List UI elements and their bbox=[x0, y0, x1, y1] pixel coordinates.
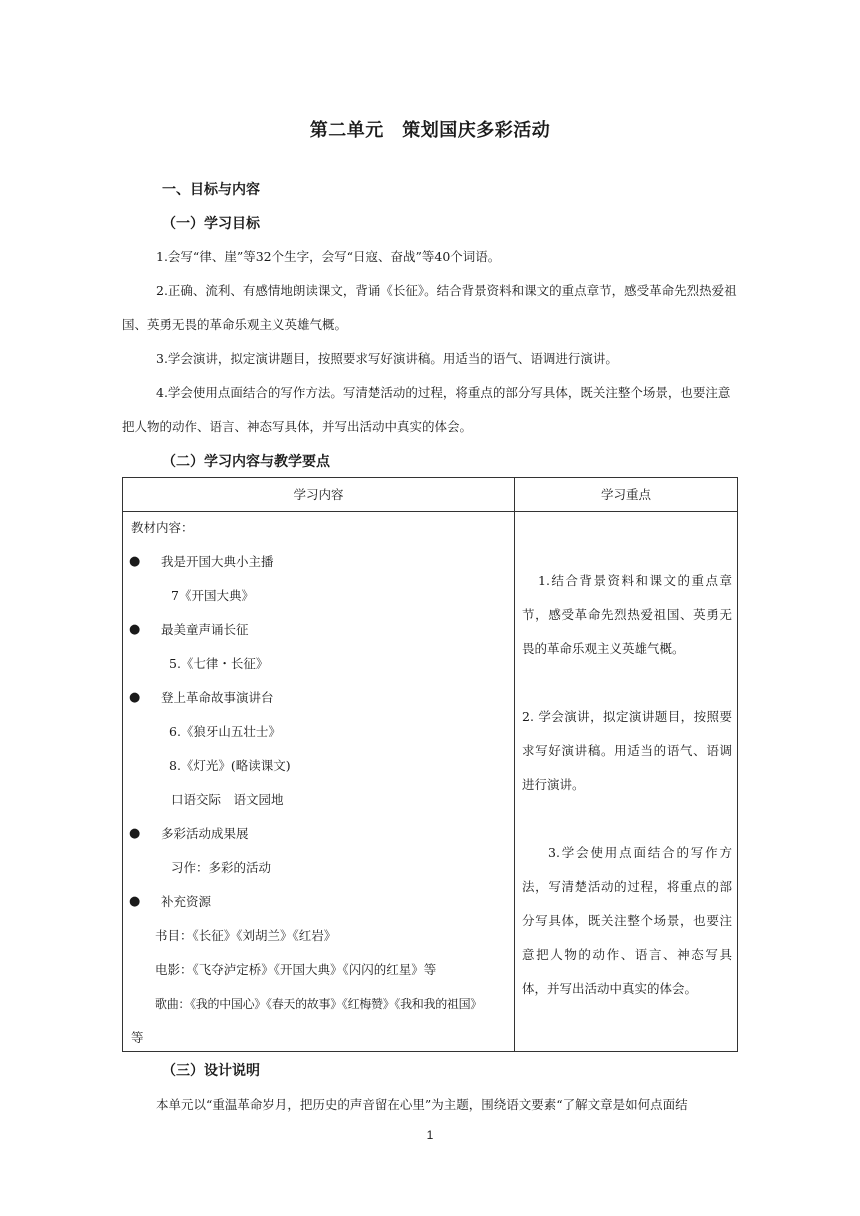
subsection-heading: （二）学习内容与教学要点 bbox=[162, 454, 330, 470]
list-item: 补充资源 bbox=[161, 894, 212, 909]
subsection-heading: （一）学习目标 bbox=[162, 216, 260, 232]
list-subitem: 习作：多彩的活动 bbox=[171, 860, 272, 875]
resource-films: 电影：《飞夺泸定桥》《开国大典》《闪闪的红星》等 bbox=[155, 962, 437, 977]
bullet-icon: ● bbox=[129, 622, 141, 637]
list-subitem: 8.《灯光》(略读课文) bbox=[169, 758, 291, 773]
table-divider bbox=[123, 511, 737, 512]
list-item: 登上革命故事演讲台 bbox=[161, 690, 274, 705]
list-subitem: 6.《狼牙山五壮士》 bbox=[169, 724, 281, 739]
list-item: 多彩活动成果展 bbox=[161, 826, 249, 841]
resource-songs: 歌曲：《我的中国心》《春天的故事》《红梅赞》《我和我的祖国》 bbox=[155, 997, 483, 1011]
page-title: 第二单元 策划国庆多彩活动 bbox=[309, 120, 551, 141]
subsection-heading: （三）设计说明 bbox=[162, 1063, 260, 1079]
resource-books: 书目：《长征》《刘胡兰》《红岩》 bbox=[155, 928, 337, 943]
goal-1: 1.会写“律、崖”等32个生字，会写“日寇、奋战”等40个词语。 bbox=[156, 249, 501, 264]
page-number: 1 bbox=[426, 1128, 434, 1142]
list-subitem: 口语交际 语文园地 bbox=[171, 792, 284, 807]
bullet-icon: ● bbox=[129, 554, 141, 569]
table-divider bbox=[514, 478, 515, 1051]
resource-songs-tail: 等 bbox=[131, 1030, 144, 1045]
section-heading: 一、目标与内容 bbox=[162, 182, 260, 198]
goal-4: 4.学会使用点面结合的写作方法。写清楚活动的过程，将重点的部分写具体，既关注整个场景，也要注意把人物的动作、语言、神态写具体，并写出活动中真实的体会。 bbox=[122, 385, 731, 434]
table-header-focus: 学习重点 bbox=[600, 487, 651, 502]
goal-2: 2.正确、流利、有感情地朗读课文，背诵《长征》。结合背景资料和课文的重点章节，感受革命先烈热爱祖国、英勇无畏的革命乐观主义英雄气概。 bbox=[122, 283, 737, 332]
table-header-content: 学习内容 bbox=[293, 487, 344, 502]
design-text: 本单元以“重温革命岁月，把历史的声音留在心里”为主题，围绕语文要素“了解文章是如何点面结 bbox=[156, 1097, 688, 1112]
list-item: 我是开国大典小主播 bbox=[161, 554, 274, 569]
list-subitem: 5.《七律・长征》 bbox=[169, 656, 269, 671]
goal-3: 3.学会演讲，拟定演讲题目，按照要求写好演讲稿。用适当的语气、语调进行演讲。 bbox=[156, 351, 618, 366]
focus-1: 1.结合背景资料和课文的重点章节，感受革命先烈热爱祖国、英勇无畏的革命乐观主义英雄气概。 bbox=[522, 573, 732, 656]
list-subitem: 7《开国大典》 bbox=[171, 588, 254, 603]
bullet-icon: ● bbox=[129, 690, 141, 705]
list-item: 最美童声诵长征 bbox=[161, 622, 249, 637]
bullet-icon: ● bbox=[129, 894, 141, 909]
focus-2: 2. 学会演讲，拟定演讲题目，按照要求写好演讲稿。用适当的语气、语调进行演讲。 bbox=[522, 709, 732, 792]
bullet-icon: ● bbox=[129, 826, 141, 841]
content-table bbox=[122, 477, 738, 1052]
focus-3: 3.学会使用点面结合的写作方法，写清楚活动的过程，将重点的部分写具体，既关注整个场景，也要注意把人物的动作、语言、神态写具体，并写出活动中真实的体会。 bbox=[522, 845, 732, 996]
table-intro: 教材内容： bbox=[131, 520, 194, 535]
